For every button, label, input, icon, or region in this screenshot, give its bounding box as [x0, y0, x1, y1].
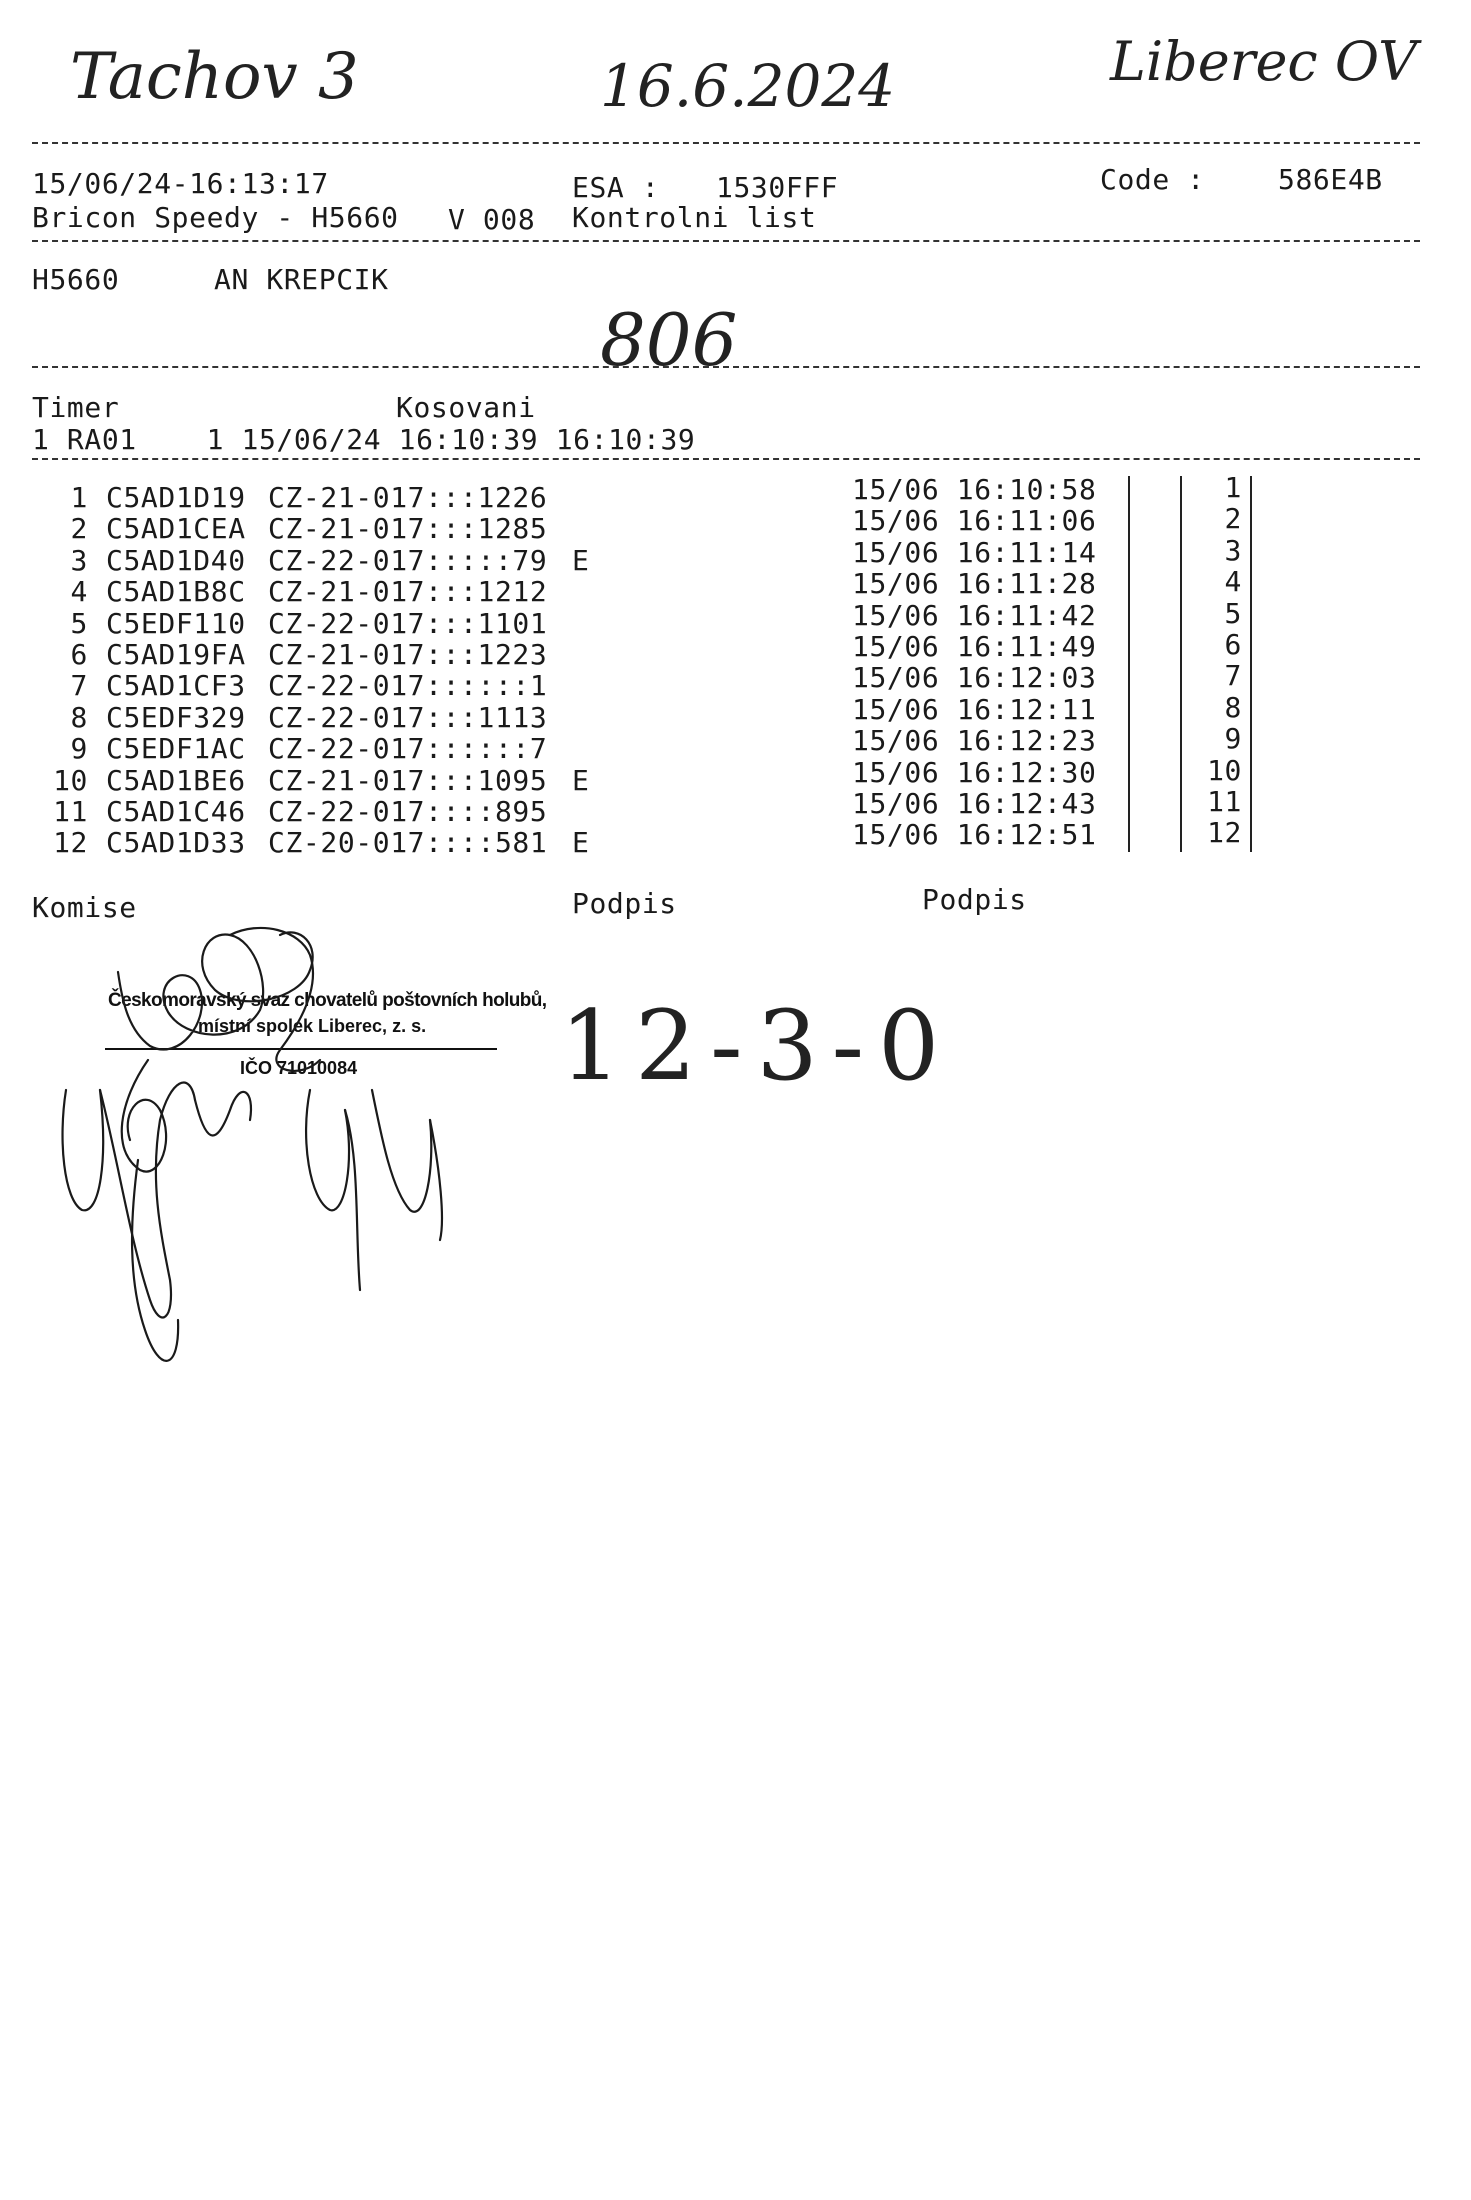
- entry-ring: CZ-20-017::::581: [268, 826, 548, 860]
- entry-number: 10: [53, 763, 88, 797]
- entry-flag: E: [572, 763, 590, 797]
- entry-ring: CZ-22-017::::::1: [268, 669, 548, 703]
- entry-sequence: 11: [1207, 785, 1242, 818]
- entry-chip: C5EDF329: [106, 700, 246, 734]
- timer-label: Timer: [32, 391, 120, 424]
- entry-time: 15/06 16:12:11: [852, 692, 1097, 726]
- podpis-label: Podpis: [572, 887, 677, 920]
- kosovani-label: Kosovani: [396, 391, 536, 424]
- device-version: V 008: [448, 203, 536, 236]
- esa-label: ESA :: [572, 171, 660, 204]
- entry-ring: CZ-21-017:::1226: [268, 481, 548, 514]
- entry-time: 15/06 16:12:30: [852, 755, 1097, 789]
- entry-chip: C5AD1D40: [106, 543, 246, 577]
- entry-number: 3: [70, 543, 88, 577]
- entry-sequence: 7: [1224, 659, 1242, 693]
- entry-time: 15/06 16:11:28: [852, 567, 1097, 601]
- entry-ring: CZ-21-017:::1223: [268, 638, 548, 671]
- entry-sequence: 1: [1224, 471, 1242, 504]
- esa-value: 1530FFF: [716, 171, 839, 204]
- entry-time: 15/06 16:12:03: [852, 661, 1097, 695]
- entry-ring: CZ-22-017::::::7: [268, 732, 548, 766]
- entry-number: 11: [53, 795, 88, 828]
- entry-sequence: 8: [1224, 690, 1242, 724]
- entry-ring: CZ-21-017:::1285: [268, 512, 548, 546]
- handwritten-date: 16.6.2024: [600, 52, 896, 120]
- entry-number: 6: [70, 638, 88, 671]
- owner-id: H5660: [32, 263, 120, 296]
- entry-time: 15/06 16:11:14: [852, 535, 1097, 569]
- entry-chip: C5AD1D19: [106, 481, 246, 514]
- handwritten-location: Tachov 3: [70, 40, 359, 114]
- handwritten-number: 806: [600, 298, 738, 382]
- entry-number: 12: [53, 826, 88, 860]
- entry-chip: C5AD1C46: [106, 795, 246, 828]
- entry-chip: C5AD1D33: [106, 826, 246, 860]
- entry-sequence: 12: [1207, 816, 1242, 850]
- timer-line: 1 RA01 1 15/06/24 16:10:39 16:10:39: [32, 423, 696, 456]
- entry-time: 15/06 16:10:58: [852, 473, 1097, 506]
- entry-chip: C5AD1CEA: [106, 512, 246, 546]
- owner-name: AN KREPCIK: [214, 263, 389, 296]
- entry-time: 15/06 16:11:06: [852, 504, 1097, 538]
- entry-sequence: 5: [1224, 596, 1242, 630]
- entry-sequence: 3: [1224, 533, 1242, 567]
- entry-chip: C5AD19FA: [106, 638, 246, 671]
- entry-sequence: 2: [1224, 502, 1242, 536]
- podpis-label: Podpis: [922, 883, 1027, 916]
- code-label: Code :: [1100, 163, 1205, 196]
- entry-time: 15/06 16:12:51: [852, 818, 1097, 852]
- stamp-line2: místní spolek Liberec, z. s.: [198, 1016, 427, 1036]
- entry-number: 1: [70, 481, 88, 514]
- entry-ring: CZ-21-017:::1212: [268, 575, 548, 609]
- entry-flag: E: [572, 543, 590, 577]
- entry-ring: CZ-22-017:::1113: [268, 700, 548, 734]
- entry-time: 15/06 16:11:49: [852, 630, 1097, 663]
- stamp-line3: IČO 71010084: [240, 1058, 358, 1078]
- entry-sequence: 4: [1224, 565, 1242, 599]
- entry-number: 8: [70, 700, 88, 734]
- entry-time: 15/06 16:12:23: [852, 724, 1097, 758]
- stamp-line1: Českomoravský svaz chovatelů poštovních holubů,: [108, 990, 547, 1011]
- entry-ring: CZ-22-017::::895: [268, 795, 548, 828]
- entry-ring: CZ-22-017:::::79: [268, 543, 548, 577]
- entry-sequence: 9: [1224, 722, 1242, 756]
- device-name: Bricon Speedy - H5660: [32, 201, 399, 234]
- entry-sequence: 6: [1224, 628, 1242, 661]
- entry-number: 7: [70, 669, 88, 703]
- entry-chip: C5AD1BE6: [106, 763, 246, 797]
- entry-time: 15/06 16:12:43: [852, 787, 1097, 820]
- entry-number: 5: [70, 606, 88, 640]
- print-datetime: 15/06/24-16:13:17: [32, 167, 329, 200]
- entry-ring: CZ-21-017:::1095: [268, 763, 548, 797]
- entry-time: 15/06 16:11:42: [852, 598, 1097, 632]
- entry-chip: C5AD1CF3: [106, 669, 246, 703]
- code-value: 586E4B: [1278, 163, 1383, 196]
- entry-number: 9: [70, 732, 88, 766]
- komise-label: Komise: [32, 891, 137, 924]
- entry-number: 4: [70, 575, 88, 609]
- entry-chip: C5AD1B8C: [106, 575, 246, 609]
- handwritten-result: 12-3-0: [560, 990, 954, 1102]
- list-title: Kontrolni list: [572, 201, 817, 234]
- entry-chip: C5EDF1AC: [106, 732, 246, 766]
- handwritten-club: Liberec OV: [1110, 30, 1418, 93]
- entry-ring: CZ-22-017:::1101: [268, 606, 548, 640]
- entry-flag: E: [572, 826, 590, 860]
- entry-sequence: 10: [1207, 753, 1242, 787]
- entry-number: 2: [70, 512, 88, 546]
- entry-chip: C5EDF110: [106, 606, 246, 640]
